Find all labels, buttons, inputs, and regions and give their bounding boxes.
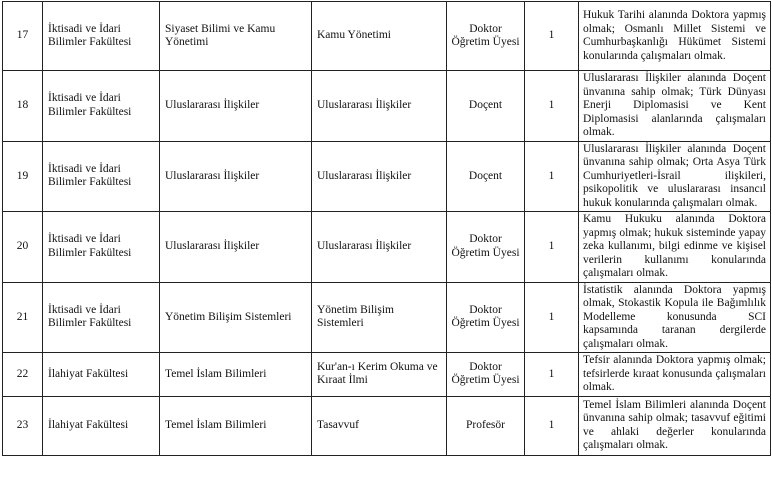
row-number: 19 (3, 141, 43, 212)
title-cell: Doktor Öğretim Üyesi (447, 282, 525, 353)
department-cell: Siyaset Bilimi ve Kamu Yönetimi (160, 2, 312, 71)
requirement-cell: Uluslararası İlişkiler alanında Doçent ünvanına sahip olmak; Orta Asya Türk Cumhuriyetleri-İsrail ilişkileri, psikopolitik ve uluslararası insancıl hukuk konularında çalışmaları olmak. (579, 141, 771, 212)
title-cell: Doçent (447, 141, 525, 212)
title-cell: Doktor Öğretim Üyesi (447, 353, 525, 397)
department-cell: Uluslararası İlişkiler (160, 212, 312, 283)
count-cell: 1 (525, 282, 579, 353)
title-cell: Profesör (447, 396, 525, 455)
requirement-cell: Kamu Hukuku alanında Doktora yapmış olmak; hukuk sisteminde yapay zeka kullanımı, bilgi edinme ve kişisel verilerin kullanımı konularında çalışmaları olmak. (579, 212, 771, 283)
requirement-cell: Temel İslam Bilimleri alanında Doçent ünvanına sahip olmak; tasavvuf eğitimi ve ahlaki değerler konularında çalışmaları olmak. (579, 396, 771, 455)
faculty-cell: İktisadi ve İdari Bilimler Fakültesi (43, 2, 160, 71)
table-row (3, 396, 771, 455)
count-cell: 1 (525, 353, 579, 397)
faculty-cell: İlahiyat Fakültesi (43, 396, 160, 455)
program-cell: Uluslararası İlişkiler (312, 71, 447, 142)
requirement-cell: Hukuk Tarihi alanında Doktora yapmış olmak; Osmanlı Millet Sistemi ve Cumhurbaşkanlığı Hükümet Sistemi konularında çalışmaları olmak. (579, 2, 771, 71)
title-cell: Doçent (447, 71, 525, 142)
count-cell: 1 (525, 396, 579, 455)
faculty-cell: İktisadi ve İdari Bilimler Fakültesi (43, 212, 160, 283)
table-row (3, 212, 771, 283)
faculty-cell: İktisadi ve İdari Bilimler Fakültesi (43, 282, 160, 353)
row-number: 21 (3, 282, 43, 353)
faculty-cell: İktisadi ve İdari Bilimler Fakültesi (43, 141, 160, 212)
row-number: 17 (3, 2, 43, 71)
department-cell: Uluslararası İlişkiler (160, 141, 312, 212)
table-row (3, 282, 771, 353)
count-cell: 1 (525, 141, 579, 212)
faculty-cell: İktisadi ve İdari Bilimler Fakültesi (43, 71, 160, 142)
program-cell: Kamu Yönetimi (312, 2, 447, 71)
department-cell: Temel İslam Bilimleri (160, 396, 312, 455)
count-cell: 1 (525, 71, 579, 142)
title-cell: Doktor Öğretim Üyesi (447, 2, 525, 71)
requirement-cell: İstatistik alanında Doktora yapmış olmak, Stokastik Kopula ile Bağımlılık Modelleme konusunda SCI kapsamında taranan dergilerde çalışmaları olmak. (579, 282, 771, 353)
department-cell: Uluslararası İlişkiler (160, 71, 312, 142)
program-cell: Uluslararası İlişkiler (312, 212, 447, 283)
program-cell: Uluslararası İlişkiler (312, 141, 447, 212)
program-cell: Kur'an-ı Kerim Okuma ve Kıraat İlmi (312, 353, 447, 397)
row-number: 20 (3, 212, 43, 283)
faculty-cell: İlahiyat Fakültesi (43, 353, 160, 397)
requirement-cell: Uluslararası İlişkiler alanında Doçent ünvanına sahip olmak; Türk Dünyası Enerji Diplomasisi ve Kent Diplomasisi alanlarında çalışmaları olmak. (579, 71, 771, 142)
row-number: 22 (3, 353, 43, 397)
table-row (3, 2, 771, 71)
positions-table (2, 1, 771, 456)
count-cell: 1 (525, 2, 579, 71)
program-cell: Yönetim Bilişim Sistemleri (312, 282, 447, 353)
title-cell: Doktor Öğretim Üyesi (447, 212, 525, 283)
program-cell: Tasavvuf (312, 396, 447, 455)
table-row (3, 353, 771, 397)
row-number: 18 (3, 71, 43, 142)
table-row (3, 71, 771, 142)
row-number: 23 (3, 396, 43, 455)
table-row (3, 141, 771, 212)
count-cell: 1 (525, 212, 579, 283)
department-cell: Temel İslam Bilimleri (160, 353, 312, 397)
requirement-cell: Tefsir alanında Doktora yapmış olmak; tefsirlerde kıraat konusunda çalışmaları olmak. (579, 353, 771, 397)
department-cell: Yönetim Bilişim Sistemleri (160, 282, 312, 353)
